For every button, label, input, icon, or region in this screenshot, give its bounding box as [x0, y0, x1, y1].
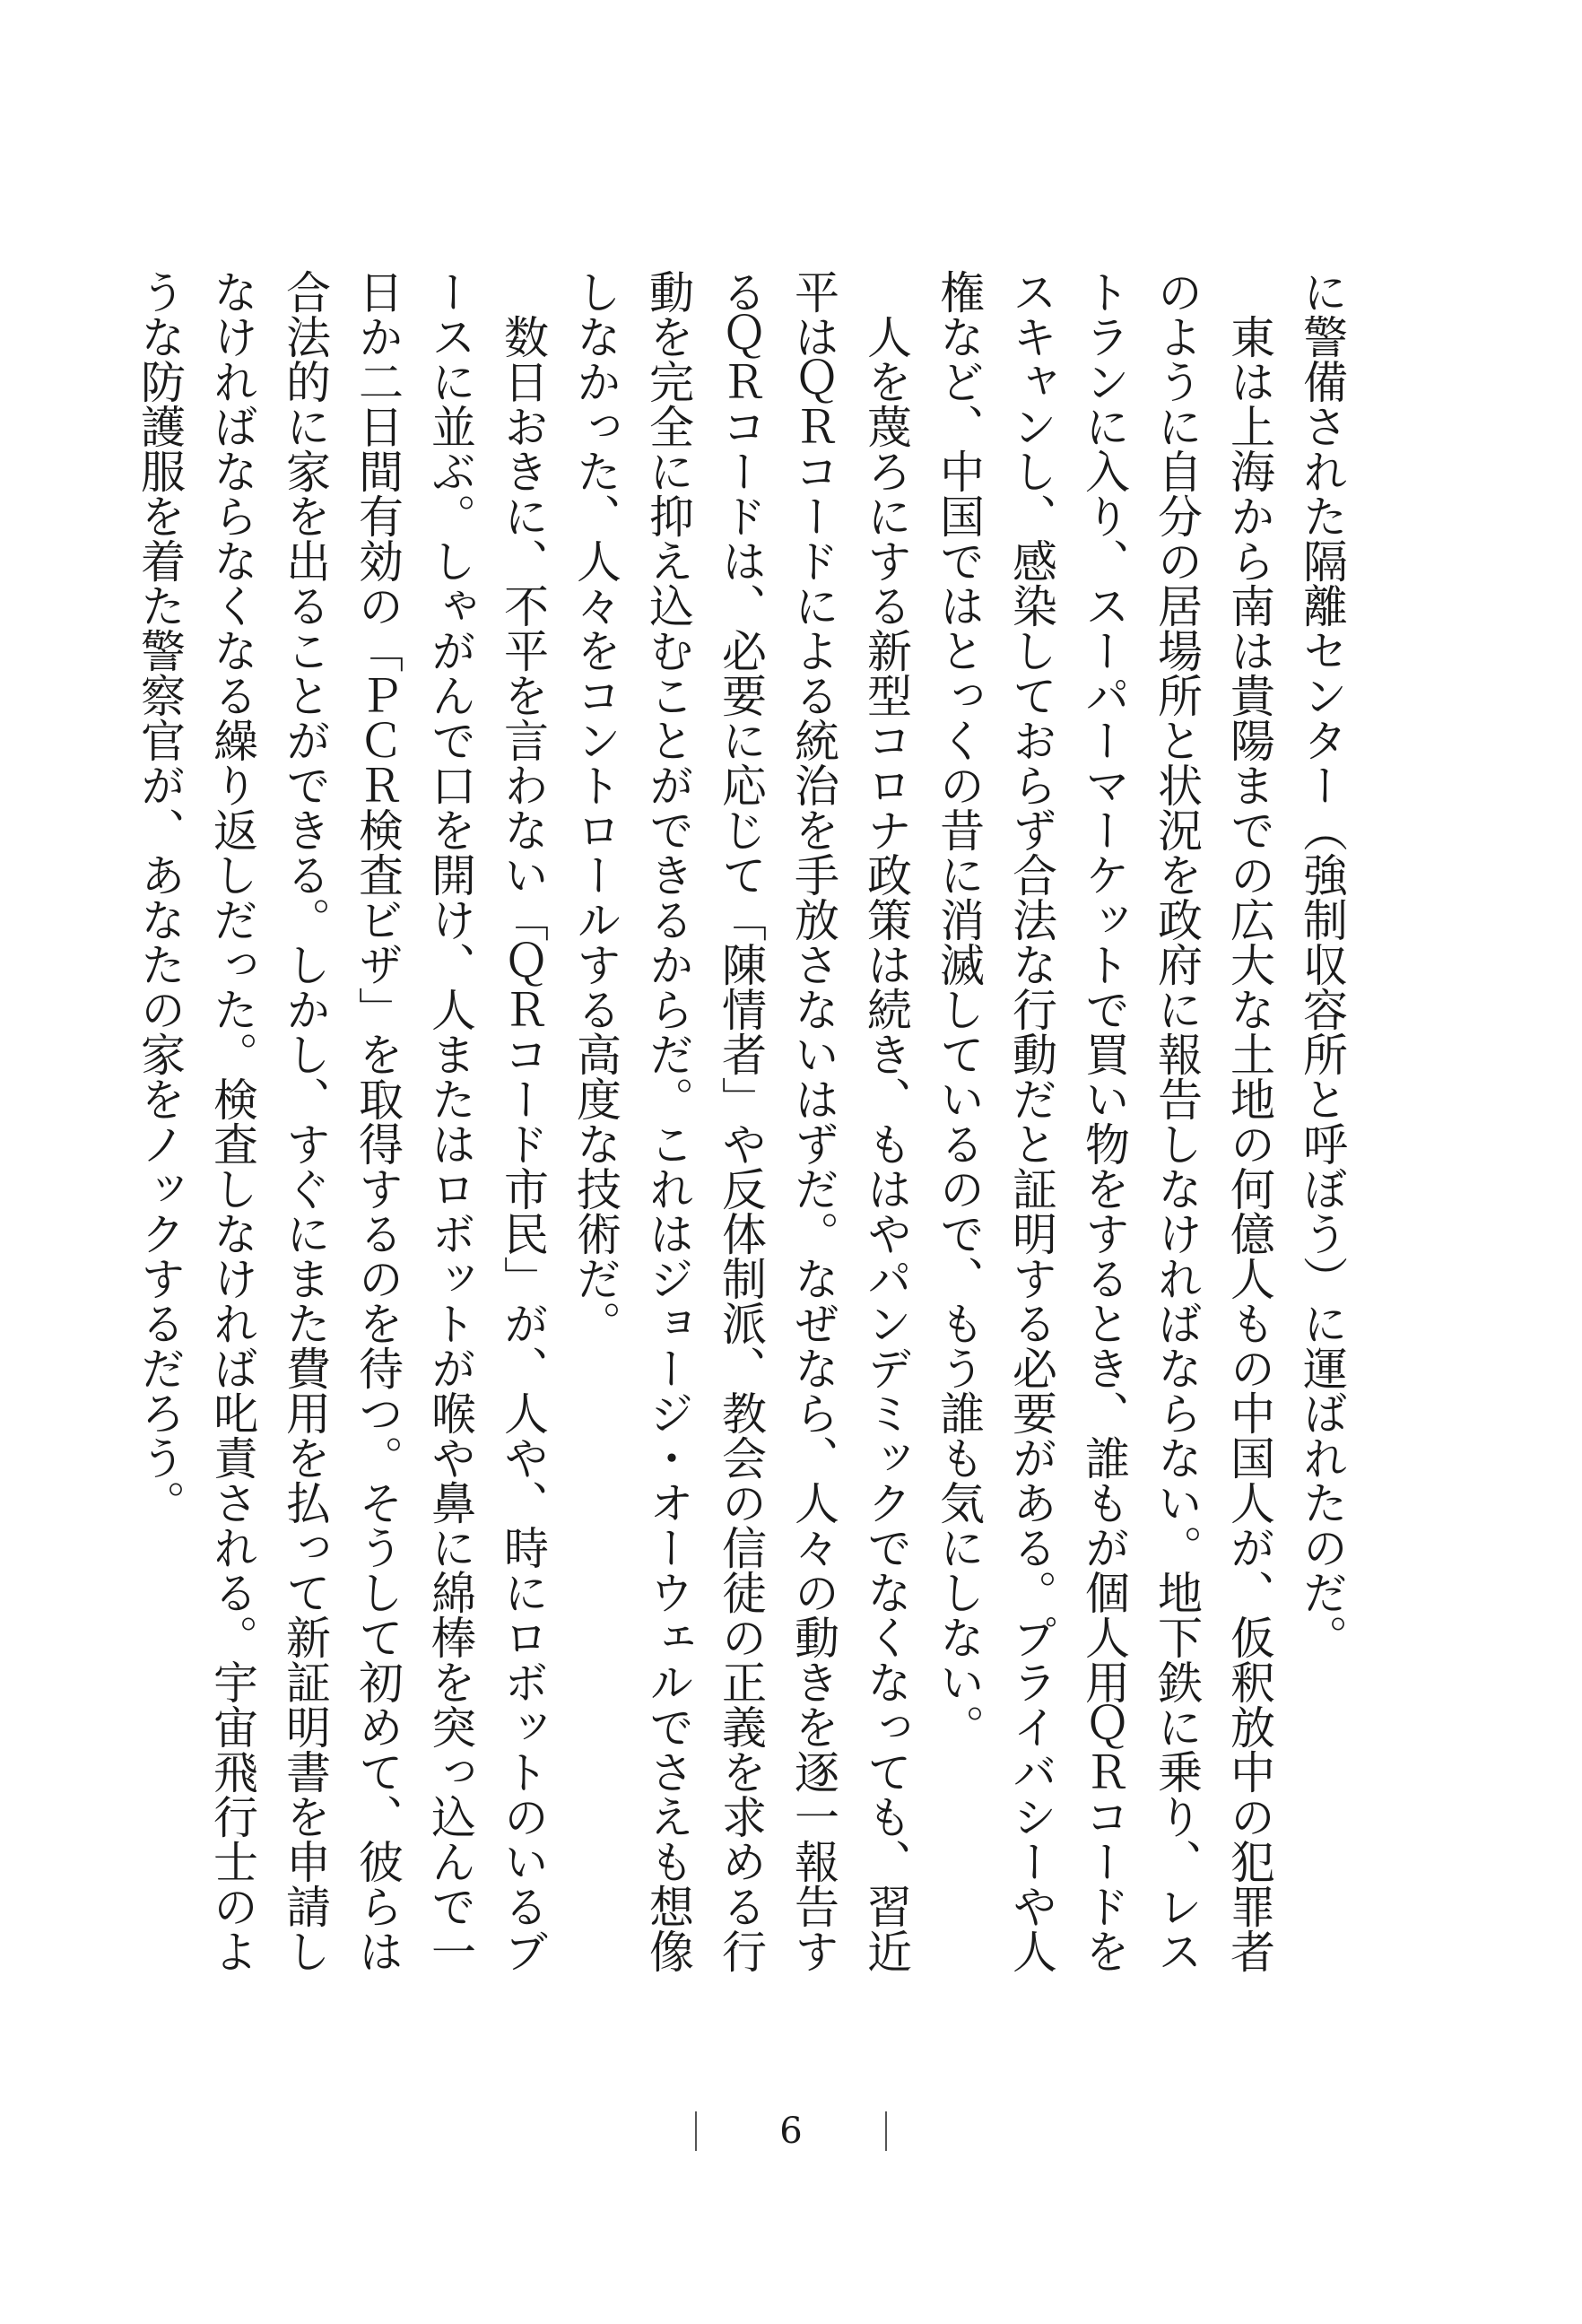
paragraph: 人を蔑ろにする新型コロナ政策は続き、もはやパンデミックでなくなっても、習近平はＱＲコードによる統治を手放さないはずだ。なぜなら、人々の動きを逐一報告するＱＲコードは、必要に応じて「陳情者」や反体制派、教会の信徒の正義を求める行動を完全に抑え込むことができるからだ。これはジョージ・オーウェルでさえも想像しなかった、人々をコントロールする高度な技術だ。	[569, 269, 912, 1973]
footer-left-rule	[695, 2111, 697, 2151]
paragraph: 数日おきに、不平を言わない「ＱＲコード市民」が、人や、時にロボットのいるブースに並ぶ。しゃがんで口を開け、人またはロボットが喉や鼻に綿棒を突っ込んで一日か二日間有効の「ＰＣＲ検査ビザ」を取得するのを待つ。そうして初めて、彼らは合法的に家を出ることができる。しかし、すぐにまた費用を払って新証明書を申請しなければならなくなる繰り返しだった。検査しなければ叱責される。宇宙飛行士のような防護服を着た警察官が、あなたの家をノックするだろう。	[134, 269, 549, 1973]
vertical-text-body	[123, 269, 1358, 1991]
footer-right-rule	[885, 2111, 887, 2151]
page-footer	[0, 2108, 1582, 2152]
paragraph: 東は上海から南は貴陽までの広大な土地の何億人もの中国人が、仮釈放中の犯罪者のように自分の居場所と状況を政府に報告しなければならない。地下鉄に乗り、レストランに入り、スーパーマーケットで買い物をするとき、誰もが個人用ＱＲコードをスキャンし、感染しておらず合法な行動だと証明する必要がある。プライバシーや人権など、中国ではとっくの昔に消滅しているので、もう誰も気にしない。	[933, 269, 1275, 1973]
paragraph-continuation: に警備された隔離センター（強制収容所と呼ぼう）に運ばれたのだ。	[1296, 269, 1348, 1659]
page-number: 6	[779, 2111, 803, 2152]
